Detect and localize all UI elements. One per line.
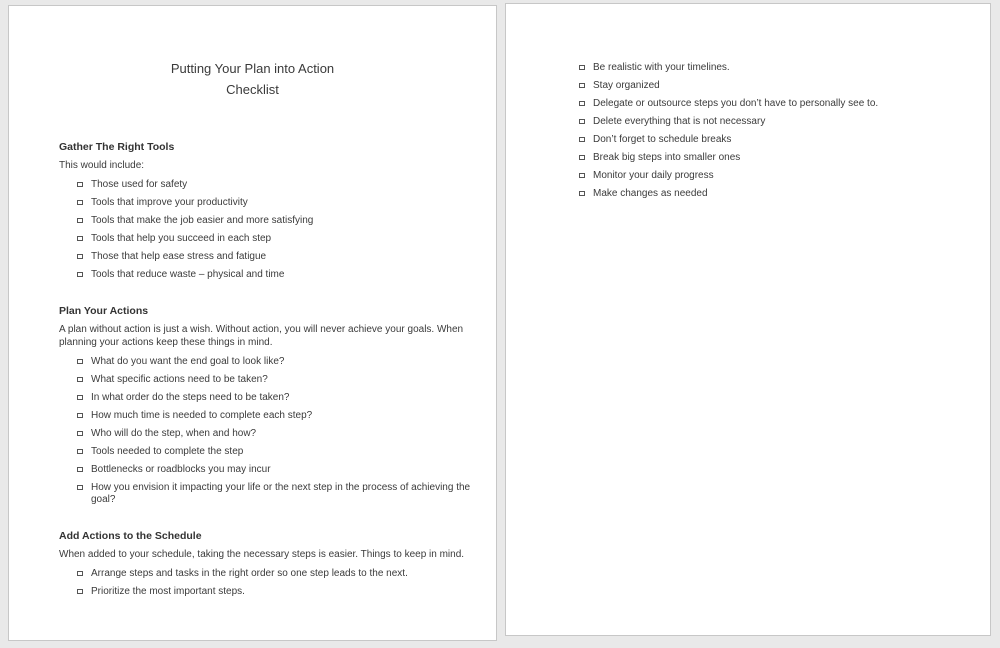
checkbox-bullet-icon [77,182,83,187]
checklist-item-label: Arrange steps and tasks in the right order so one step leads to the next. [91,568,408,579]
checklist-section [59,305,480,506]
checklist-item-label: Don’t forget to schedule breaks [593,134,732,145]
checklist-item [59,197,480,209]
checkbox-bullet-icon [579,119,585,124]
checkbox-bullet-icon [77,359,83,364]
checkbox-bullet-icon [77,272,83,277]
checklist-item [579,98,970,110]
checklist-item [59,179,480,191]
checklist-item [59,356,480,368]
checkbox-bullet-icon [579,155,585,160]
checklist-item [579,62,970,74]
checklist-item [59,410,480,422]
checkbox-bullet-icon [77,395,83,400]
checklist-item-label: Bottlenecks or roadblocks you may incur [91,464,271,475]
checklist-item [579,134,970,146]
checklist-item-label: Stay organized [593,80,660,91]
checklist-item-label: Tools needed to complete the step [91,446,244,457]
section-checklist [59,356,480,506]
checklist-item-label: What do you want the end goal to look like? [91,356,285,367]
checklist-item [59,586,480,598]
checklist-item-label: Who will do the step, when and how? [91,428,257,439]
checklist-item-label: How much time is needed to complete each step? [91,410,313,421]
checkbox-bullet-icon [579,65,585,70]
checklist-item-label: Tools that reduce waste – physical and time [91,269,285,280]
section-checklist [59,568,480,598]
checkbox-bullet-icon [77,485,83,490]
section-intro: A plan without action is just a wish. Without action, you will never achieve your goals. When planning your actions keep these things in mind. [59,324,464,348]
checklist-item [579,116,970,128]
checkbox-bullet-icon [579,137,585,142]
checklist-item-label: Tools that make the job easier and more satisfying [91,215,314,226]
checklist-item-label: Those used for safety [91,179,188,190]
checklist-item [59,269,480,281]
checklist-item [59,233,480,245]
checkbox-bullet-icon [77,254,83,259]
checkbox-bullet-icon [579,173,585,178]
checklist-item [59,482,480,506]
checkbox-bullet-icon [579,191,585,196]
checkbox-bullet-icon [579,101,585,106]
checklist-section [59,530,480,598]
section-heading: Add Actions to the Schedule [59,530,202,542]
checkbox-bullet-icon [77,431,83,436]
checkbox-bullet-icon [77,200,83,205]
document-title-line-1: Putting Your Plan into Action [170,61,335,76]
checklist-item-label: Tools that help you succeed in each step [91,233,272,244]
checklist-item [59,428,480,440]
checklist-item [579,152,970,164]
document-page-1 [8,5,497,641]
checklist-item [579,188,970,200]
section-intro: This would include: [59,160,145,171]
checklist-item [59,392,480,404]
checkbox-bullet-icon [77,467,83,472]
checkbox-bullet-icon [77,236,83,241]
section-heading: Gather The Right Tools [59,141,175,153]
section-checklist [59,179,480,281]
page2-list-container [579,62,970,200]
checklist-item-label: Prioritize the most important steps. [91,586,245,597]
checklist-item [59,464,480,476]
section-intro: When added to your schedule, taking the necessary steps is easier. Things to keep in mind. [59,549,465,560]
checklist-item [579,170,970,182]
checklist-item-label: Make changes as needed [593,188,708,199]
checklist-item-label: Be realistic with your timelines. [593,62,730,73]
checkbox-bullet-icon [77,589,83,594]
checkbox-bullet-icon [77,218,83,223]
checkbox-bullet-icon [77,413,83,418]
checklist-item [59,215,480,227]
checkbox-bullet-icon [77,571,83,576]
checklist-section [59,141,480,281]
checklist-item-label: In what order do the steps need to be taken? [91,392,290,403]
checkbox-bullet-icon [77,377,83,382]
checkbox-bullet-icon [579,83,585,88]
checklist-item [59,251,480,263]
checklist-item [59,568,480,580]
checklist-item-label: Delegate or outsource steps you don’t have to personally see to. [593,98,879,109]
checklist-item [59,374,480,386]
document-page-2 [505,3,991,636]
checklist-item-label: How you envision it impacting your life or the next step in the process of achieving the goal? [91,482,471,505]
checklist-item [579,80,970,92]
checklist-item-label: Tools that improve your productivity [91,197,248,208]
checkbox-bullet-icon [77,449,83,454]
page2-checklist [579,62,970,200]
checklist-item-label: Monitor your daily progress [593,170,714,181]
checklist-item-label: Those that help ease stress and fatigue [91,251,267,262]
document-title-line-2: Checklist [226,82,279,97]
section-heading: Plan Your Actions [59,305,149,317]
page1-sections [59,141,480,598]
checklist-item-label: What specific actions need to be taken? [91,374,268,385]
document-title [9,58,496,100]
checklist-item-label: Delete everything that is not necessary [593,116,766,127]
checklist-item [59,446,480,458]
checklist-item-label: Break big steps into smaller ones [593,152,741,163]
